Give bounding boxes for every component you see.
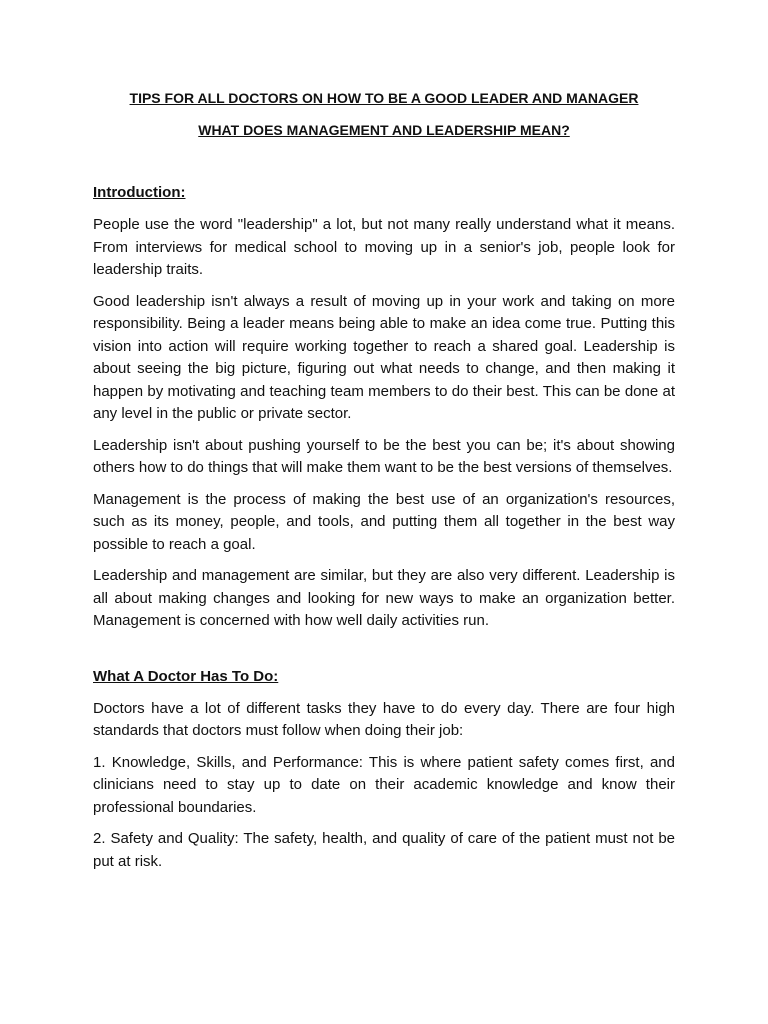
paragraph: People use the word "leadership" a lot, but not many really understand what it means. From interviews for medical school to moving up in a senior's job, people look for leadership traits.	[93, 216, 675, 278]
section-heading-introduction: Introduction:	[93, 184, 186, 201]
paragraph: Leadership and management are similar, but they are also very different. Leadership is all about making changes and looking for new ways to make an organization better. Management is concerned with how well daily activities run.	[93, 567, 675, 629]
document-title: TIPS FOR ALL DOCTORS ON HOW TO BE A GOOD LEADER AND MANAGER	[129, 90, 639, 106]
paragraph: Leadership isn't about pushing yourself to be the best you can be; it's about showing others how to do things that will make them want to be the best versions of themselves.	[93, 436, 675, 476]
document-page	[93, 88, 675, 873]
list-item: 2. Safety and Quality: The safety, health, and quality of care of the patient must not be put at risk.	[93, 830, 675, 870]
section-heading-doctor-duties: What A Doctor Has To Do:	[93, 667, 279, 685]
paragraph: Management is the process of making the best use of an organization's resources, such as its money, people, and tools, and putting them all together in the best way possible to reach a goal.	[93, 490, 675, 553]
list-item: 1. Knowledge, Skills, and Performance: This is where patient safety comes first, and clinicians need to stay up to date on their academic knowledge and know their professional boundaries.	[93, 753, 675, 816]
document-subtitle: WHAT DOES MANAGEMENT AND LEADERSHIP MEAN?	[198, 122, 570, 138]
paragraph: Doctors have a lot of different tasks they have to do every day. There are four high standards that doctors must follow when doing their job:	[93, 699, 675, 739]
paragraph: Good leadership isn't always a result of moving up in your work and taking on more responsibility. Being a leader means being able to make an idea come true. Putting this vision into action will require working together to reach a shared goal. Leadership is about seeing the big picture, figuring out what needs to change, and then making it happen by motivating and teaching team members to do their best. This can be done at any level in the public or private sector.	[93, 292, 675, 422]
